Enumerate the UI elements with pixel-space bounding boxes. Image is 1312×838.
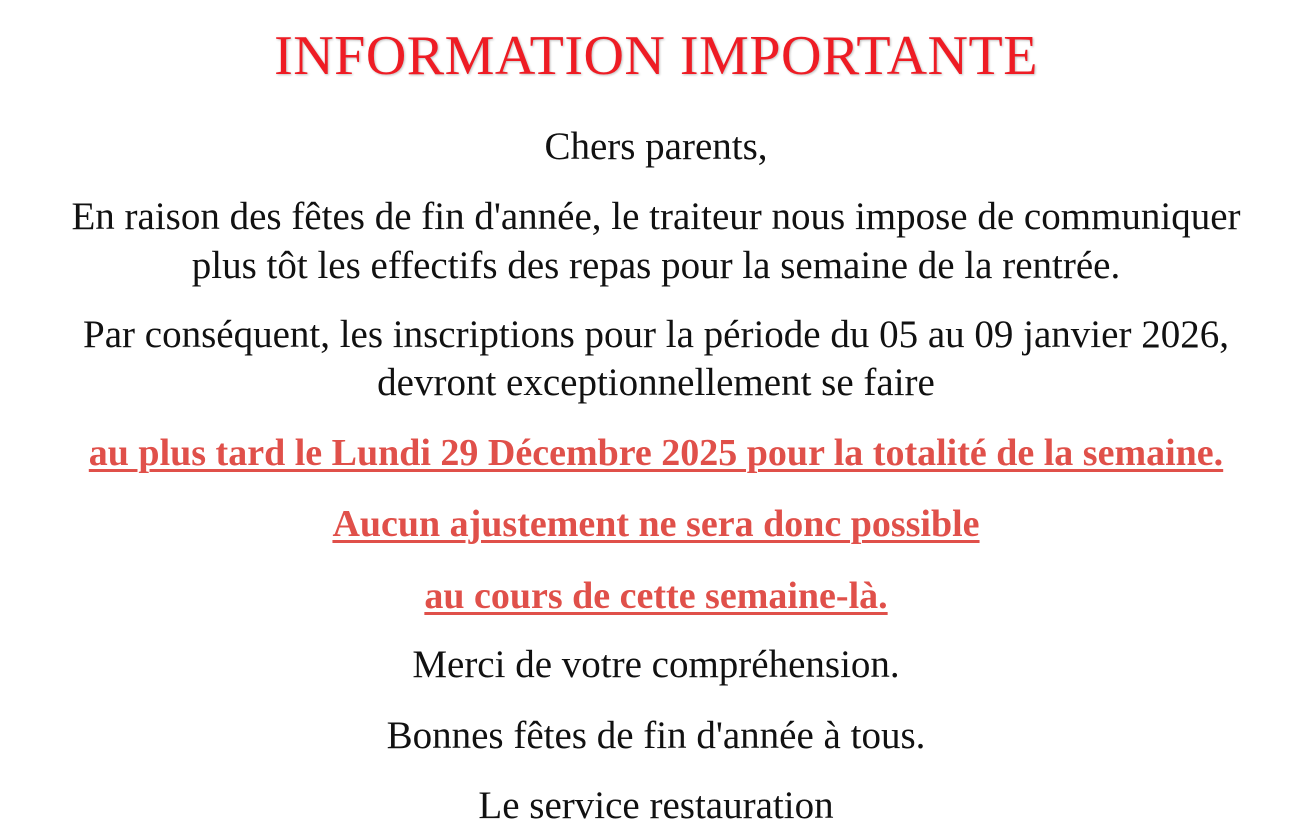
wishes-line: Bonnes fêtes de fin d'année à tous. bbox=[386, 714, 926, 757]
thanks-line: Merci de votre compréhension. bbox=[412, 643, 900, 686]
greeting: Chers parents, bbox=[544, 125, 768, 168]
deadline-notice: au plus tard le Lundi 29 Décembre 2025 pour la totalité de la semaine. bbox=[88, 432, 1224, 474]
no-adjustment-line-2: au cours de cette semaine-là. bbox=[424, 575, 888, 617]
paragraph-1-line-2: plus tôt les effectifs des repas pour la semaine de la rentrée. bbox=[191, 244, 1121, 287]
notice-title: INFORMATION IMPORTANTE bbox=[274, 25, 1038, 87]
paragraph-2-line-1: Par conséquent, les inscriptions pour la période du 05 au 09 janvier 2026, bbox=[83, 313, 1229, 356]
signature: Le service restauration bbox=[478, 784, 834, 827]
no-adjustment-line-1: Aucun ajustement ne sera donc possible bbox=[332, 503, 980, 545]
paragraph-2-line-2: devront exceptionnellement se faire bbox=[377, 361, 935, 404]
paragraph-1-line-1: En raison des fêtes de fin d'année, le traiteur nous impose de communiquer bbox=[71, 195, 1241, 238]
